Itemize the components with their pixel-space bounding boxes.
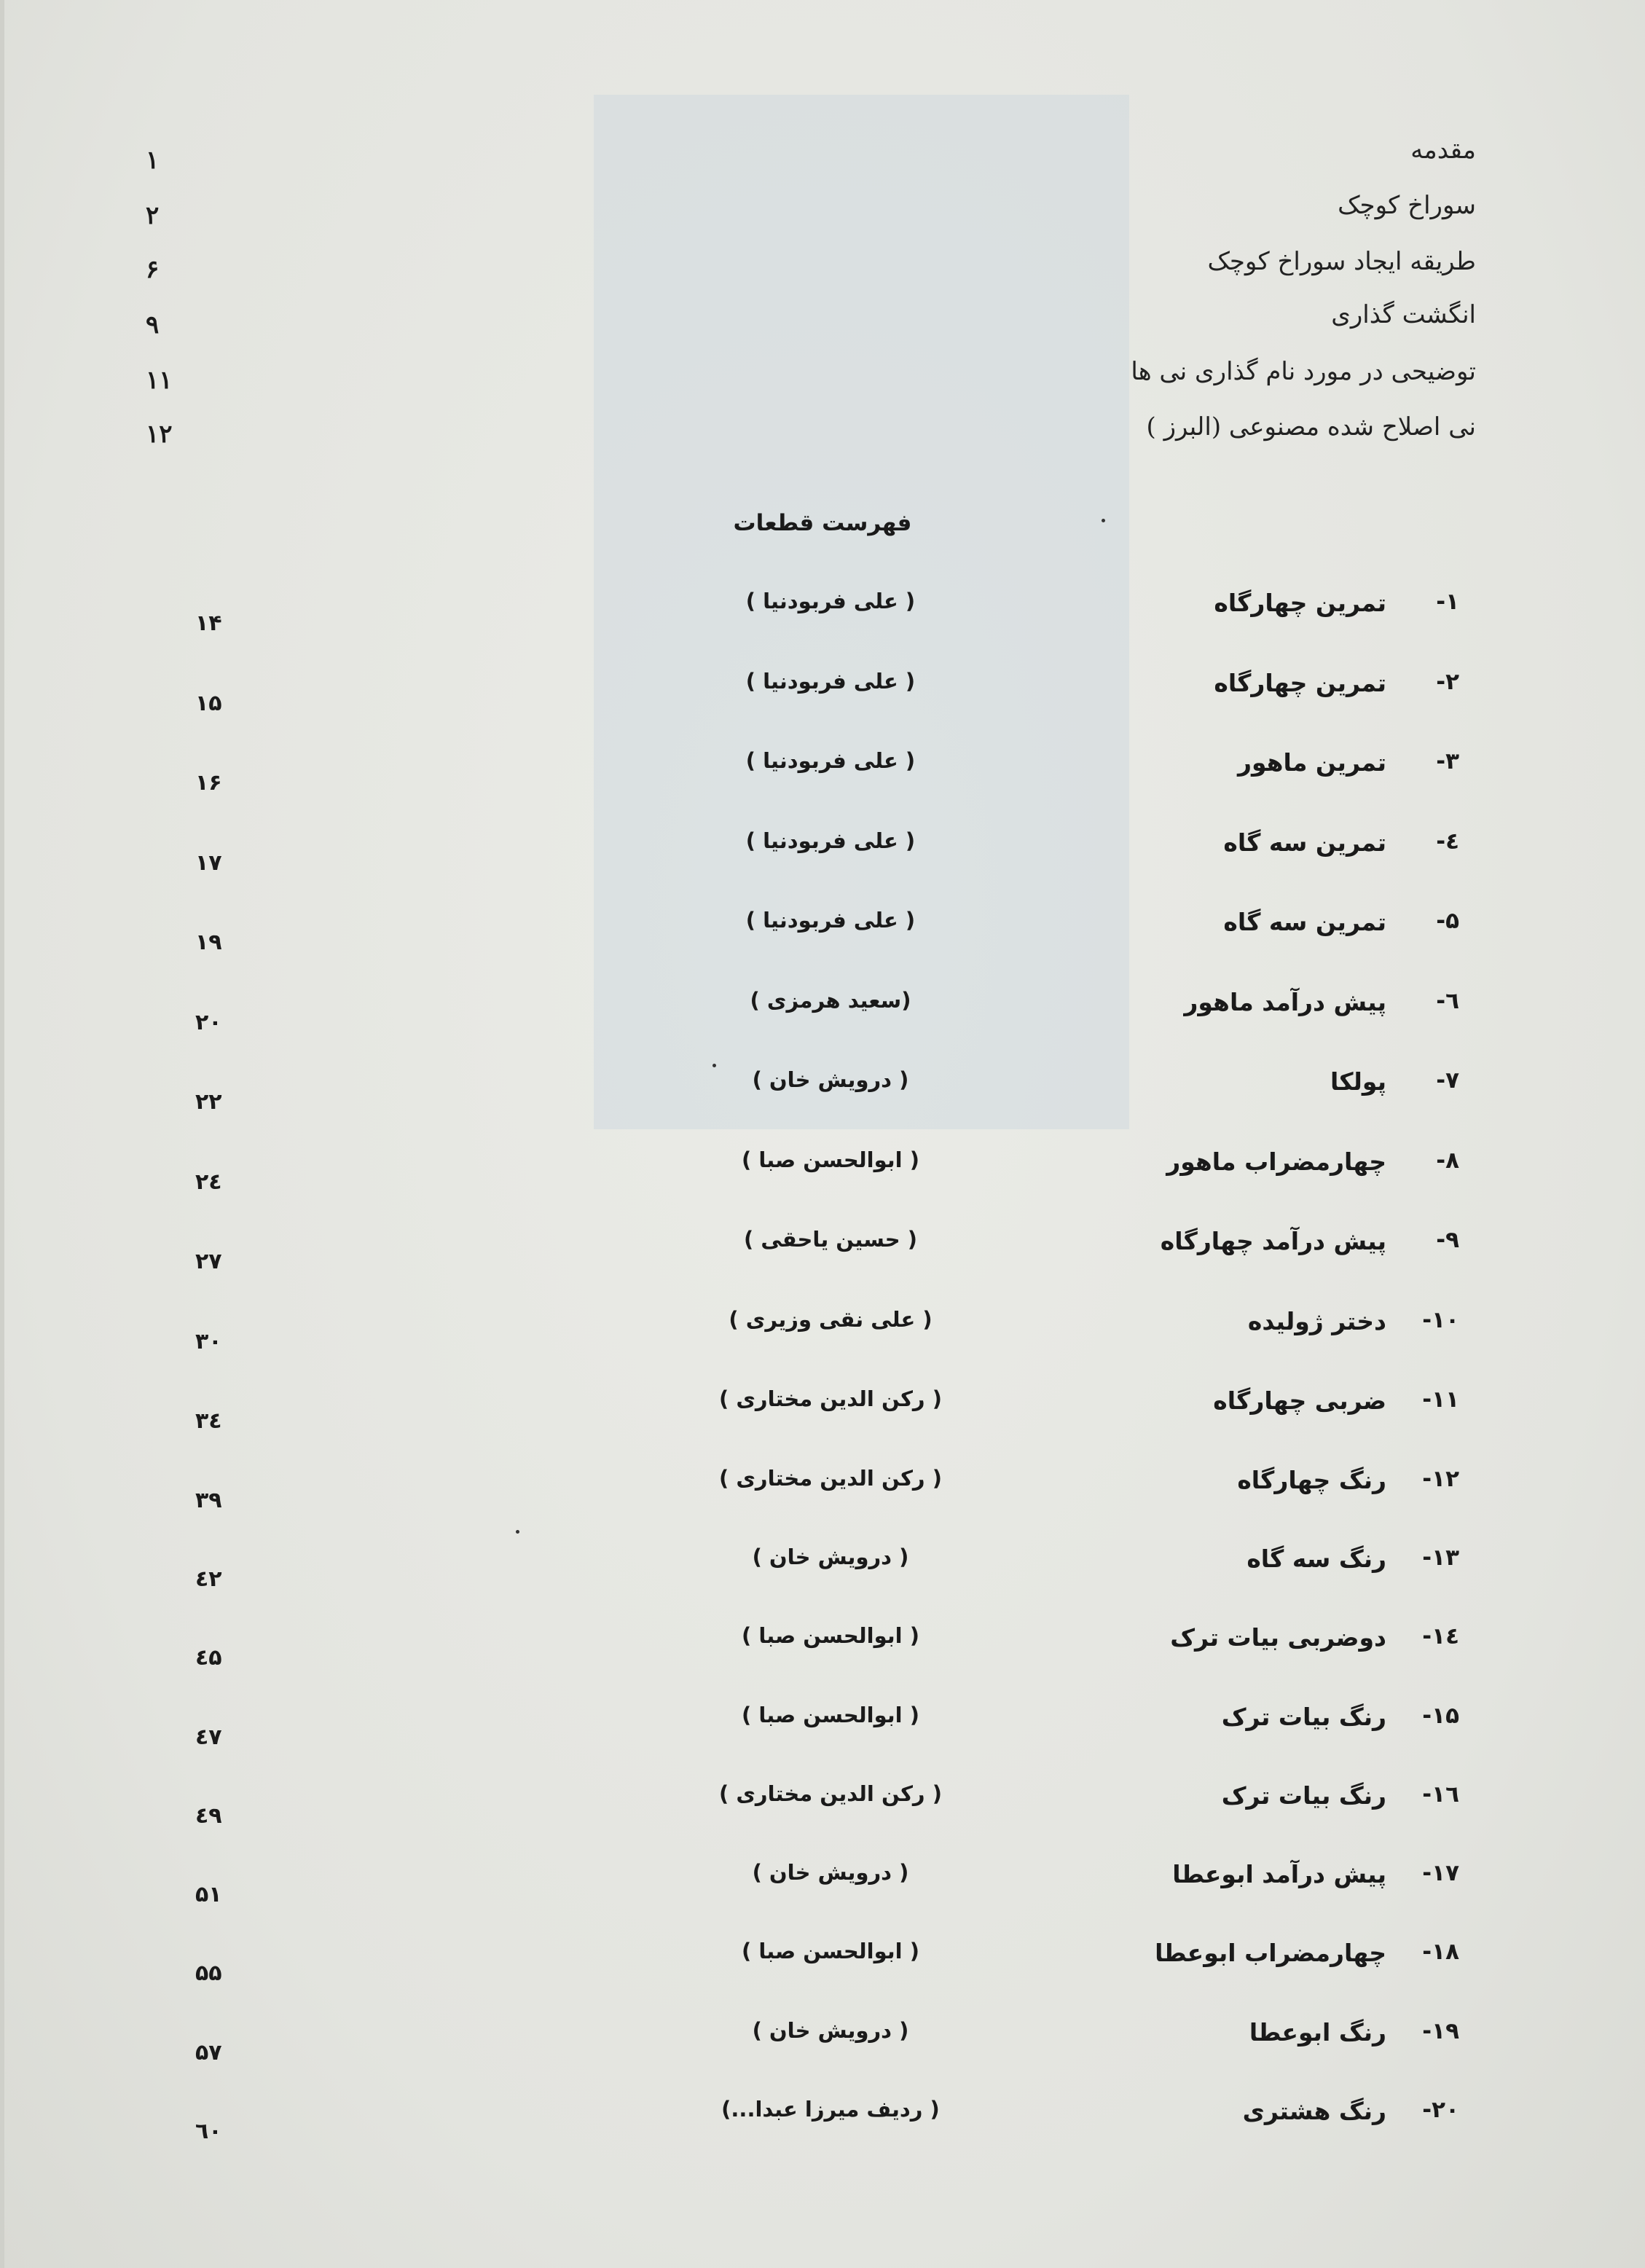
piece-number: ۱۸- <box>1422 1939 1459 1965</box>
ink-speck <box>516 1530 519 1534</box>
piece-title: تمرین سه گاه <box>1223 908 1386 936</box>
intro-page-number: ۱۱ <box>146 366 173 395</box>
piece-composer: ( علی فربودنیا ) <box>745 908 916 933</box>
intro-title: طریقه ایجاد سوراخ کوچک <box>1207 247 1476 276</box>
piece-number: ۱۹- <box>1422 2018 1459 2044</box>
piece-composer: ( ردیف میرزا عبدا...) <box>721 2097 940 2122</box>
list-item <box>0 1227 1645 1278</box>
list-item <box>0 1147 1645 1198</box>
page-edge <box>0 0 4 2268</box>
piece-title: تمرین ماهور <box>1237 748 1386 777</box>
piece-page-number: ۲۲ <box>195 1089 222 1115</box>
piece-number: ٤- <box>1436 828 1459 855</box>
piece-composer: ( درویش خان ) <box>752 1860 909 1885</box>
intro-title: انگشت گذاری <box>1331 300 1476 329</box>
piece-number: ۸- <box>1436 1147 1459 1174</box>
piece-composer: ( رکن الدین مختاری ) <box>719 1466 942 1491</box>
piece-number: ۷- <box>1436 1067 1459 1094</box>
list-item <box>0 1386 1645 1437</box>
piece-number: ۱۳- <box>1422 1545 1459 1571</box>
list-item <box>0 1067 1645 1118</box>
piece-page-number: ۱۷ <box>195 850 222 876</box>
piece-title: چهارمضراب ابوعطا <box>1155 1939 1386 1967</box>
list-item <box>0 1939 1645 1990</box>
intro-page-number: ۶ <box>146 255 160 284</box>
piece-page-number: ۱۵ <box>195 691 222 716</box>
piece-page-number: ۲۰ <box>195 1010 222 1035</box>
piece-number: ۹- <box>1436 1227 1459 1253</box>
piece-page-number: ٤۵ <box>195 1645 222 1671</box>
intro-title: نی اصلاح شده مصنوعی (البرز ) <box>1146 412 1476 442</box>
piece-page-number: ۵۱ <box>195 1882 222 1907</box>
piece-page-number: ۱۴ <box>195 611 222 636</box>
piece-composer: ( ابوالحسن صبا ) <box>742 1623 919 1648</box>
piece-page-number: ۳٤ <box>195 1408 222 1434</box>
list-item <box>0 1466 1645 1517</box>
piece-title: رنگ سه گاه <box>1246 1545 1386 1573</box>
piece-title: رنگ بیات ترک <box>1221 1781 1386 1810</box>
piece-composer: (سعید هرمزی ) <box>750 988 911 1013</box>
intro-title: مقدمه <box>1410 136 1476 165</box>
piece-composer: ( ابوالحسن صبا ) <box>742 1147 919 1172</box>
list-item <box>0 988 1645 1039</box>
list-item <box>0 1860 1645 1911</box>
list-item <box>0 1703 1645 1754</box>
ink-speck <box>1102 519 1105 522</box>
list-item <box>0 748 1645 799</box>
list-item <box>0 589 1645 640</box>
ink-speck <box>712 1064 716 1067</box>
piece-composer: ( درویش خان ) <box>752 1067 909 1092</box>
piece-page-number: ٦۰ <box>195 2119 222 2144</box>
piece-number: ۱- <box>1436 589 1459 615</box>
piece-composer: ( ابوالحسن صبا ) <box>742 1703 919 1727</box>
piece-number: ۲- <box>1436 669 1459 695</box>
piece-title: پولکا <box>1330 1067 1386 1096</box>
list-item <box>0 2097 1645 2148</box>
piece-page-number: ۳۰ <box>195 1329 222 1354</box>
pieces-heading: فهرست قطعات <box>733 510 912 536</box>
piece-number: ۳- <box>1436 748 1459 774</box>
piece-number: ۱۷- <box>1422 1860 1459 1886</box>
piece-page-number: ۱۶ <box>195 770 222 796</box>
piece-composer: ( علی فربودنیا ) <box>745 589 916 613</box>
piece-composer: ( ابوالحسن صبا ) <box>742 1939 919 1963</box>
piece-composer: ( درویش خان ) <box>752 2018 909 2043</box>
piece-composer: ( رکن الدین مختاری ) <box>719 1781 942 1806</box>
piece-number: ۱۰- <box>1422 1307 1459 1333</box>
piece-page-number: ٤۲ <box>195 1566 222 1592</box>
piece-title: رنگ ابوعطا <box>1249 2018 1386 2047</box>
piece-page-number: ۵۷ <box>195 2040 222 2065</box>
piece-composer: ( علی فربودنیا ) <box>745 748 916 773</box>
piece-number: ۱۲- <box>1422 1466 1459 1492</box>
piece-title: پیش درآمد چهارگاه <box>1160 1227 1386 1255</box>
piece-title: تمرین چهارگاه <box>1214 589 1386 617</box>
piece-title: رنگ چهارگاه <box>1237 1466 1386 1494</box>
piece-title: رنگ هشتری <box>1242 2097 1386 2125</box>
intro-page-number: ۲ <box>146 201 160 230</box>
piece-title: پیش درآمد ماهور <box>1184 988 1386 1016</box>
piece-title: چهارمضراب ماهور <box>1166 1147 1386 1176</box>
piece-number: ٦- <box>1436 988 1459 1014</box>
piece-title: تمرین چهارگاه <box>1214 669 1386 697</box>
piece-page-number: ٤۹ <box>195 1803 222 1829</box>
piece-number: ۱۵- <box>1422 1703 1459 1729</box>
list-item <box>0 1307 1645 1358</box>
list-item <box>0 908 1645 959</box>
list-item <box>0 2018 1645 2069</box>
piece-number: ۱۱- <box>1422 1386 1459 1413</box>
piece-page-number: ۲٤ <box>195 1169 222 1195</box>
piece-composer: ( رکن الدین مختاری ) <box>719 1386 942 1411</box>
list-item <box>0 828 1645 879</box>
piece-number: ۱٤- <box>1422 1623 1459 1649</box>
intro-page-number: ۹ <box>146 310 160 340</box>
intro-page-number: ۱ <box>146 146 160 175</box>
piece-number: ۲۰- <box>1422 2097 1459 2123</box>
piece-title: تمرین سه گاه <box>1223 828 1386 857</box>
piece-composer: ( علی نقی وزیری ) <box>729 1307 933 1332</box>
piece-page-number: ۵۵ <box>195 1961 222 1986</box>
piece-title: دختر ژولیده <box>1247 1307 1386 1335</box>
list-item <box>0 1545 1645 1596</box>
piece-title: ضربی چهارگاه <box>1213 1386 1386 1415</box>
piece-title: رنگ بیات ترک <box>1221 1703 1386 1731</box>
piece-page-number: ٤۷ <box>195 1724 222 1750</box>
list-item <box>0 1623 1645 1674</box>
intro-page-number: ۱۲ <box>146 420 173 449</box>
piece-title: دوضربی بیات ترک <box>1170 1623 1386 1652</box>
piece-composer: ( درویش خان ) <box>752 1545 909 1569</box>
piece-page-number: ۲۷ <box>195 1249 222 1274</box>
piece-composer: ( حسین یاحقی ) <box>743 1227 918 1252</box>
intro-title: توضیحی در مورد نام گذاری نی ها <box>1131 357 1476 386</box>
list-item <box>0 1781 1645 1832</box>
intro-title: سوراخ کوچک <box>1338 191 1476 220</box>
piece-page-number: ۳۹ <box>195 1488 222 1513</box>
piece-composer: ( علی فربودنیا ) <box>745 828 916 853</box>
piece-page-number: ۱۹ <box>195 930 222 955</box>
piece-number: ۵- <box>1436 908 1459 934</box>
piece-composer: ( علی فربودنیا ) <box>745 669 916 694</box>
piece-number: ۱٦- <box>1422 1781 1459 1808</box>
piece-title: پیش درآمد ابوعطا <box>1172 1860 1386 1888</box>
list-item <box>0 669 1645 720</box>
